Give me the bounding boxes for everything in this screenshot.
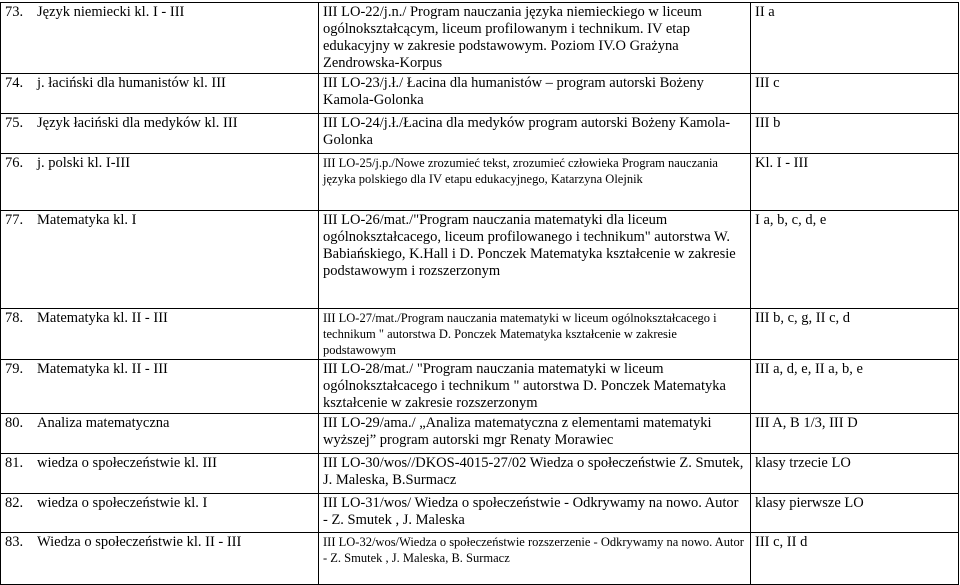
subject-name: j. łaciński dla humanistów kl. III bbox=[37, 75, 226, 91]
subject-cell bbox=[1, 211, 319, 309]
row-number: 81. bbox=[5, 455, 24, 471]
classes-cell: II a bbox=[751, 3, 959, 74]
program-cell: III LO-28/mat./ "Program nauczania matematyki w liceum ogólnokształcacego i technikum " autorstwa D. Ponczek Matematyka kształcenie w zakresie rozszerzonym bbox=[319, 360, 751, 414]
subject-cell bbox=[1, 154, 319, 211]
subject-cell bbox=[1, 494, 319, 533]
table-row bbox=[1, 3, 959, 74]
program-cell: III LO-27/mat./Program nauczania matematyki w liceum ogólnokształcacego i technikum " autorstwa D. Ponczek Matematyka kształcenie w zakresie podstawowym bbox=[319, 309, 751, 360]
table-row bbox=[1, 114, 959, 154]
program-cell: III LO-24/j.ł./Łacina dla medyków program autorski Bożeny Kamola-Golonka bbox=[319, 114, 751, 154]
subject-name: Język niemiecki kl. I - III bbox=[37, 4, 185, 20]
classes-cell: klasy trzecie LO bbox=[751, 454, 959, 494]
subject-name: Matematyka kl. I bbox=[37, 212, 137, 228]
row-number: 74. bbox=[5, 75, 24, 91]
classes-cell: III c bbox=[751, 74, 959, 114]
subject-cell bbox=[1, 533, 319, 585]
program-cell: III LO-25/j.p./Nowe zrozumieć tekst, zrozumieć człowieka Program nauczania języka polskiego dla IV etapu edukacyjnego, Katarzyna Olejnik bbox=[319, 154, 751, 211]
program-cell: III LO-22/j.n./ Program nauczania języka niemieckiego w liceum ogólnokształcącym, liceum profilowanym i technikum. IV etap edukacyjny w zakresie podstawowym. Poziom IV.O Grażyna Zendrowska-Korpus bbox=[319, 3, 751, 74]
row-number: 73. bbox=[5, 4, 24, 20]
subject-name: Matematyka kl. II - III bbox=[37, 361, 168, 377]
row-number: 79. bbox=[5, 361, 24, 377]
subject-cell bbox=[1, 360, 319, 414]
subject-cell bbox=[1, 114, 319, 154]
classes-cell: Kl. I - III bbox=[751, 154, 959, 211]
classes-cell: III c, II d bbox=[751, 533, 959, 585]
subject-cell bbox=[1, 3, 319, 74]
classes-cell: III a, d, e, II a, b, e bbox=[751, 360, 959, 414]
classes-cell: III b, c, g, II c, d bbox=[751, 309, 959, 360]
program-cell: III LO-31/wos/ Wiedza o społeczeństwie - Odkrywamy na nowo. Autor - Z. Smutek , J. Maleska bbox=[319, 494, 751, 533]
table-row bbox=[1, 414, 959, 454]
subject-name: Matematyka kl. II - III bbox=[37, 310, 168, 326]
subject-name: Wiedza o społeczeństwie kl. II - III bbox=[37, 534, 242, 550]
subject-name: wiedza o społeczeństwie kl. III bbox=[37, 455, 217, 471]
row-number: 80. bbox=[5, 415, 24, 431]
subject-cell bbox=[1, 414, 319, 454]
program-cell: III LO-29/ama./ „Analiza matematyczna z elementami matematyki wyższej” program autorski mgr Renaty Morawiec bbox=[319, 414, 751, 454]
program-cell: III LO-23/j.ł./ Łacina dla humanistów – program autorski Bożeny Kamola-Golonka bbox=[319, 74, 751, 114]
table-row bbox=[1, 533, 959, 585]
table-row bbox=[1, 154, 959, 211]
classes-cell: III b bbox=[751, 114, 959, 154]
subject-name: j. polski kl. I-III bbox=[37, 155, 131, 171]
table-row bbox=[1, 74, 959, 114]
table-body bbox=[1, 3, 959, 585]
program-cell: III LO-32/wos/Wiedza o społeczeństwie rozszerzenie - Odkrywamy na nowo. Autor - Z. Smutek , J. Maleska, B. Surmacz bbox=[319, 533, 751, 585]
row-number: 82. bbox=[5, 495, 24, 511]
row-number: 75. bbox=[5, 115, 24, 131]
table-row bbox=[1, 309, 959, 360]
table-row bbox=[1, 360, 959, 414]
table-row bbox=[1, 454, 959, 494]
row-number: 76. bbox=[5, 155, 24, 171]
program-cell: III LO-26/mat./"Program nauczania matematyki dla liceum ogólnokształcacego, liceum profilowanego i technikum" autorstwa W. Babiańskiego, K.Hall i D. Ponczek Matematyka kształcenie w zakresie podstawowym i rozszerzonym bbox=[319, 211, 751, 309]
row-number: 78. bbox=[5, 310, 24, 326]
subject-name: wiedza o społeczeństwie kl. I bbox=[37, 495, 208, 511]
row-number: 83. bbox=[5, 534, 24, 550]
subject-cell bbox=[1, 74, 319, 114]
subject-cell bbox=[1, 454, 319, 494]
classes-cell: III A, B 1/3, III D bbox=[751, 414, 959, 454]
curriculum-table bbox=[0, 2, 959, 585]
table-row bbox=[1, 211, 959, 309]
table-row bbox=[1, 494, 959, 533]
subject-name: Analiza matematyczna bbox=[37, 415, 170, 431]
row-number: 77. bbox=[5, 212, 24, 228]
program-cell: III LO-30/wos//DKOS-4015-27/02 Wiedza o społeczeństwie Z. Smutek, J. Maleska, B.Surmacz bbox=[319, 454, 751, 494]
subject-name: Język łaciński dla medyków kl. III bbox=[37, 115, 238, 131]
subject-cell bbox=[1, 309, 319, 360]
classes-cell: I a, b, c, d, e bbox=[751, 211, 959, 309]
classes-cell: klasy pierwsze LO bbox=[751, 494, 959, 533]
